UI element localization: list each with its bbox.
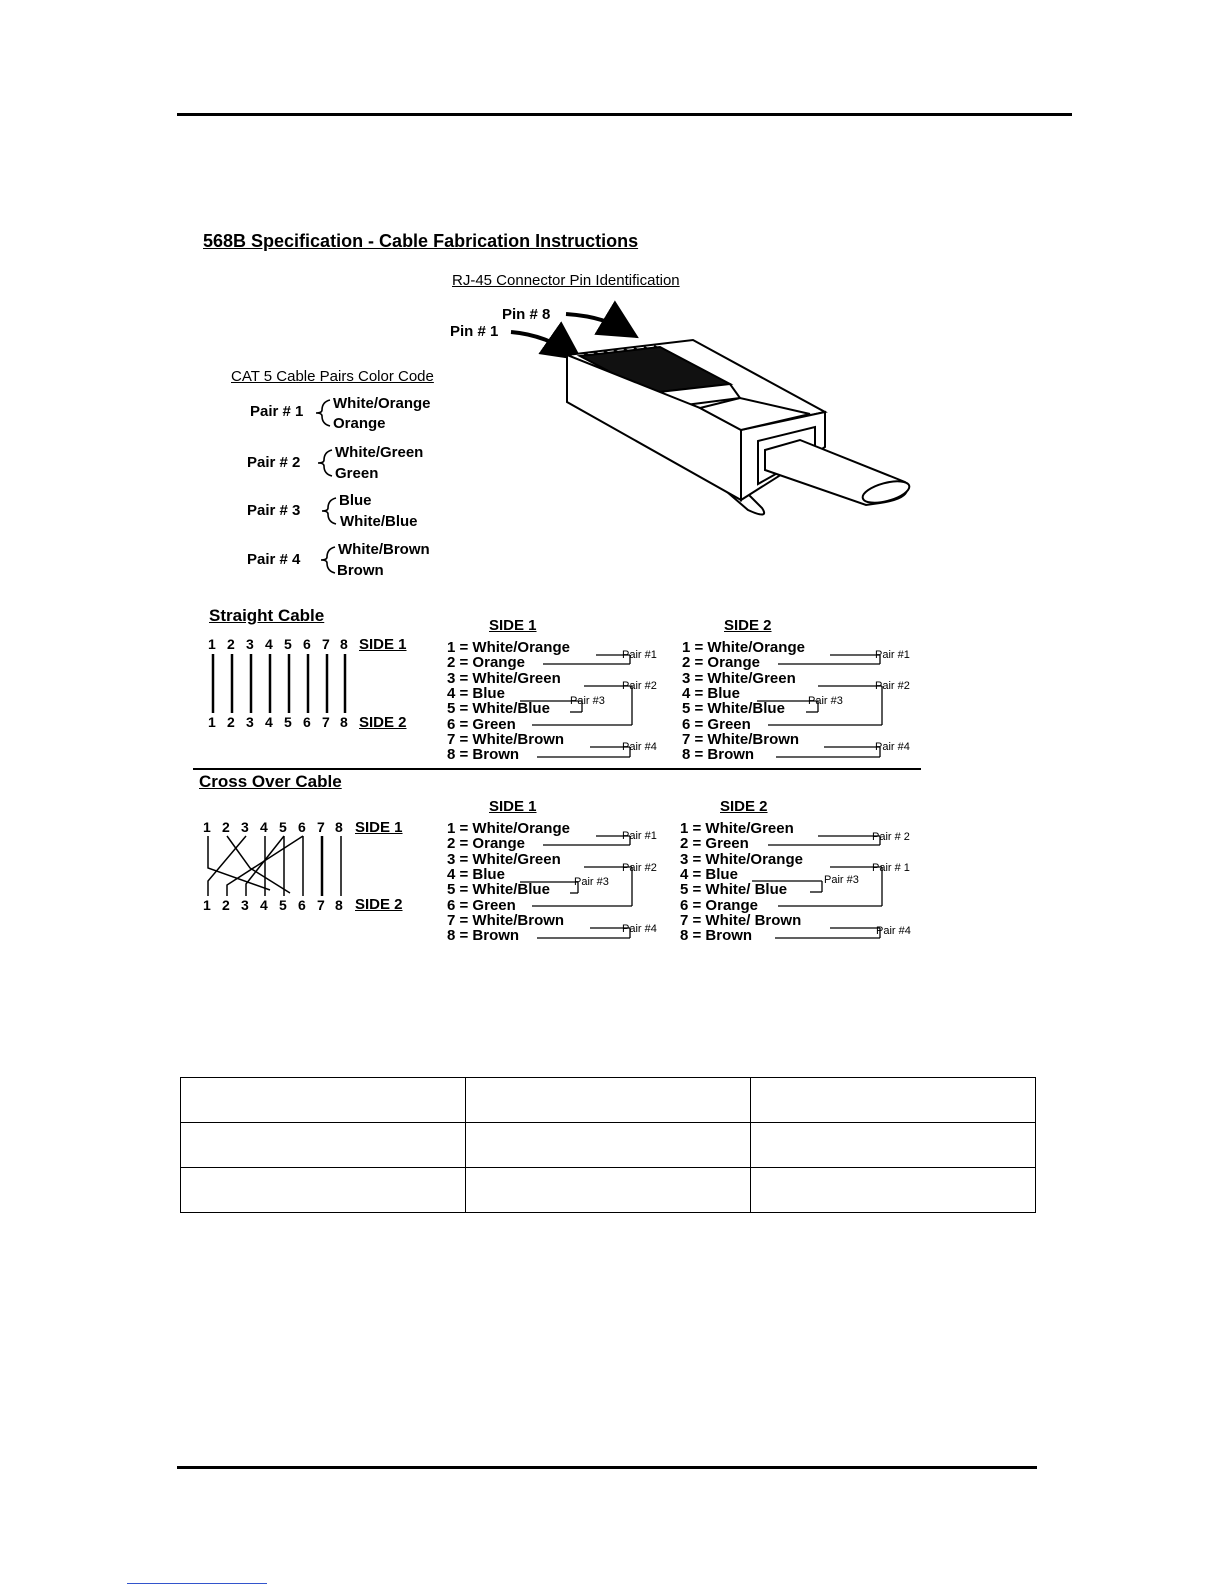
straight-top-pin-2: 2 (227, 636, 235, 652)
crossover-side2-wire-7: 7 = White/ Brown (680, 911, 802, 929)
straight-bottom-pin-8: 8 (340, 714, 348, 730)
crossover-side2-pair-label-3: Pair #3 (824, 874, 859, 886)
straight-side2-label: SIDE 2 (359, 714, 407, 731)
rj45-connector-drawing (567, 340, 912, 515)
crossover-side2-label: SIDE 2 (355, 896, 403, 913)
straight-bottom-pin-6: 6 (303, 714, 311, 730)
straight-side1-wire-5: 5 = White/Blue (447, 700, 550, 718)
table-cell (751, 1168, 1036, 1213)
pair3-label: Pair # 3 (247, 502, 301, 519)
straight-side2-wire-5: 5 = White/Blue (682, 700, 785, 718)
crossover-side1-wire-3: 3 = White/Green (447, 850, 561, 868)
pair3-wire-b: White/Blue (340, 513, 418, 530)
crossover-side1-wire-7: 7 = White/Brown (447, 911, 565, 929)
pair1-wire-b: Orange (333, 415, 386, 432)
crossover-side2-wire-4: 4 = Blue (680, 865, 738, 883)
crossover-side2-pair-label-1: Pair # 2 (872, 831, 910, 843)
crossover-side2-wire-6: 6 = Orange (680, 896, 758, 914)
crossover-side1-wire-6: 6 = Green (447, 896, 516, 914)
straight-top-pin-7: 7 (322, 636, 330, 652)
straight-side1-label: SIDE 1 (359, 636, 407, 653)
pair1-label: Pair # 1 (250, 403, 304, 420)
crossover-bottom-pin-7: 7 (317, 897, 325, 913)
crossover-bottom-pin-2: 2 (222, 897, 230, 913)
crossover-side2-wire-2: 2 = Green (680, 835, 749, 853)
straight-side2-pair-label-2: Pair #2 (875, 680, 910, 692)
table-cell (466, 1123, 751, 1168)
straight-side2-wire-4: 4 = Blue (682, 684, 740, 702)
straight-bottom-pin-4: 4 (265, 714, 273, 730)
straight-top-pin-1: 1 (208, 636, 216, 652)
straight-top-pin-3: 3 (246, 636, 254, 652)
straight-side1-heading: SIDE 1 (489, 617, 537, 634)
straight-top-pin-8: 8 (340, 636, 348, 652)
crossover-wires (208, 836, 341, 896)
pin1-arrow (511, 332, 576, 356)
crossover-top-pin-2: 2 (222, 819, 230, 835)
straight-bottom-pin-3: 3 (246, 714, 254, 730)
crossover-side1-wire-8: 8 = Brown (447, 927, 520, 945)
table-cell (466, 1078, 751, 1123)
pin8-label: Pin # 8 (502, 306, 551, 323)
crossover-side1-wire-5: 5 = White/Blue (447, 881, 550, 899)
straight-side2-pair-label-1: Pair #1 (875, 649, 910, 661)
pair4-wire-a: White/Brown (338, 541, 430, 558)
straight-side2-heading: SIDE 2 (724, 617, 772, 634)
empty-table (180, 1077, 1036, 1213)
table-row (181, 1123, 1036, 1168)
connector-heading: RJ-45 Connector Pin Identification (452, 272, 680, 289)
pair2-wire-b: Green (335, 465, 379, 482)
pair4-label: Pair # 4 (247, 551, 301, 568)
crossover-side1-wire-1: 1 = White/Orange (447, 820, 570, 837)
crossover-side1-pair-label-2: Pair #2 (622, 862, 657, 874)
crossover-bottom-pin-1: 1 (203, 897, 211, 913)
straight-top-pin-4: 4 (265, 636, 273, 652)
table-cell (181, 1123, 466, 1168)
crossover-top-pin-3: 3 (241, 819, 249, 835)
crossover-side2-pair-label-4: Pair #4 (876, 925, 911, 937)
crossover-side1-heading: SIDE 1 (489, 798, 537, 815)
crossover-top-pin-8: 8 (335, 819, 343, 835)
straight-side1-wire-4: 4 = Blue (447, 684, 505, 702)
crossover-bottom-pin-6: 6 (298, 897, 306, 913)
crossover-side2-heading: SIDE 2 (720, 798, 768, 815)
pair1-wire-a: White/Orange (333, 395, 431, 412)
crossover-side1-label: SIDE 1 (355, 819, 403, 836)
crossover-side1-wire-2: 2 = Orange (447, 835, 525, 853)
crossover-side2-wire-5: 5 = White/ Blue (680, 881, 788, 899)
straight-side1-wire-2: 2 = Orange (447, 654, 525, 672)
straight-heading: Straight Cable (209, 606, 325, 625)
crossover-side2-wire-3: 3 = White/Orange (680, 850, 803, 868)
crossover-side1-pair-label-4: Pair #4 (622, 923, 657, 935)
crossover-side1-pair-label-3: Pair #3 (574, 876, 609, 888)
straight-vertical-wires (213, 654, 345, 713)
crossover-side2-pair-label-2: Pair # 1 (872, 862, 910, 874)
crossover-bottom-pin-4: 4 (260, 897, 268, 913)
straight-side1-pair-label-3: Pair #3 (570, 695, 605, 707)
crossover-top-pin-4: 4 (260, 819, 268, 835)
color-code-braces (316, 400, 336, 573)
diagram-title: 568B Specification - Cable Fabrication Instructions (203, 231, 639, 251)
straight-side2-wire-8: 8 = Brown (682, 746, 755, 764)
table-row (181, 1078, 1036, 1123)
straight-bottom-pin-1: 1 (208, 714, 216, 730)
straight-bottom-pin-7: 7 (322, 714, 330, 730)
straight-bottom-pin-2: 2 (227, 714, 235, 730)
pin1-label: Pin # 1 (450, 323, 499, 340)
pair2-label: Pair # 2 (247, 454, 301, 471)
table-cell (181, 1078, 466, 1123)
straight-side2-wire-1: 1 = White/Orange (682, 639, 805, 656)
straight-side2-wire-3: 3 = White/Green (682, 669, 796, 687)
crossover-bottom-pin-5: 5 (279, 897, 287, 913)
pair4-wire-b: Brown (337, 562, 384, 579)
straight-side1-pair-label-2: Pair #2 (622, 680, 657, 692)
table-cell (751, 1078, 1036, 1123)
pin8-arrow (566, 314, 632, 334)
straight-top-pin-6: 6 (303, 636, 311, 652)
crossover-side1-pair-label-1: Pair #1 (622, 830, 657, 842)
straight-side2-pair-label-4: Pair #4 (875, 741, 910, 753)
straight-top-pin-5: 5 (284, 636, 292, 652)
straight-bottom-pin-5: 5 (284, 714, 292, 730)
crossover-side2-wire-8: 8 = Brown (680, 927, 753, 945)
straight-side2-wire-6: 6 = Green (682, 715, 751, 733)
pair3-wire-a: Blue (339, 492, 372, 509)
straight-side1-wire-8: 8 = Brown (447, 746, 520, 764)
crossover-top-pin-1: 1 (203, 819, 211, 835)
crossover-heading: Cross Over Cable (199, 772, 342, 791)
straight-side2-wire-7: 7 = White/Brown (682, 730, 800, 748)
crossover-bottom-pin-3: 3 (241, 897, 249, 913)
table-row (181, 1168, 1036, 1213)
table-cell (466, 1168, 751, 1213)
color-code-heading: CAT 5 Cable Pairs Color Code (231, 368, 434, 385)
pair2-wire-a: White/Green (335, 444, 424, 461)
straight-side2-pair-label-3: Pair #3 (808, 695, 843, 707)
crossover-side1-wire-4: 4 = Blue (447, 865, 505, 883)
straight-side1-wire-1: 1 = White/Orange (447, 639, 570, 656)
crossover-bottom-pin-8: 8 (335, 897, 343, 913)
straight-side1-wire-6: 6 = Green (447, 715, 516, 733)
table-cell (751, 1123, 1036, 1168)
straight-side1-pair-label-1: Pair #1 (622, 649, 657, 661)
table-cell (181, 1168, 466, 1213)
straight-side1-pair-label-4: Pair #4 (622, 741, 657, 753)
straight-side1-wire-3: 3 = White/Green (447, 669, 561, 687)
straight-side2-wire-2: 2 = Orange (682, 654, 760, 672)
straight-side1-wire-7: 7 = White/Brown (447, 730, 565, 748)
crossover-top-pin-5: 5 (279, 819, 287, 835)
crossover-side2-wire-1: 1 = White/Green (680, 820, 794, 837)
crossover-top-pin-6: 6 (298, 819, 306, 835)
crossover-top-pin-7: 7 (317, 819, 325, 835)
pair-connector-lines (520, 655, 882, 938)
